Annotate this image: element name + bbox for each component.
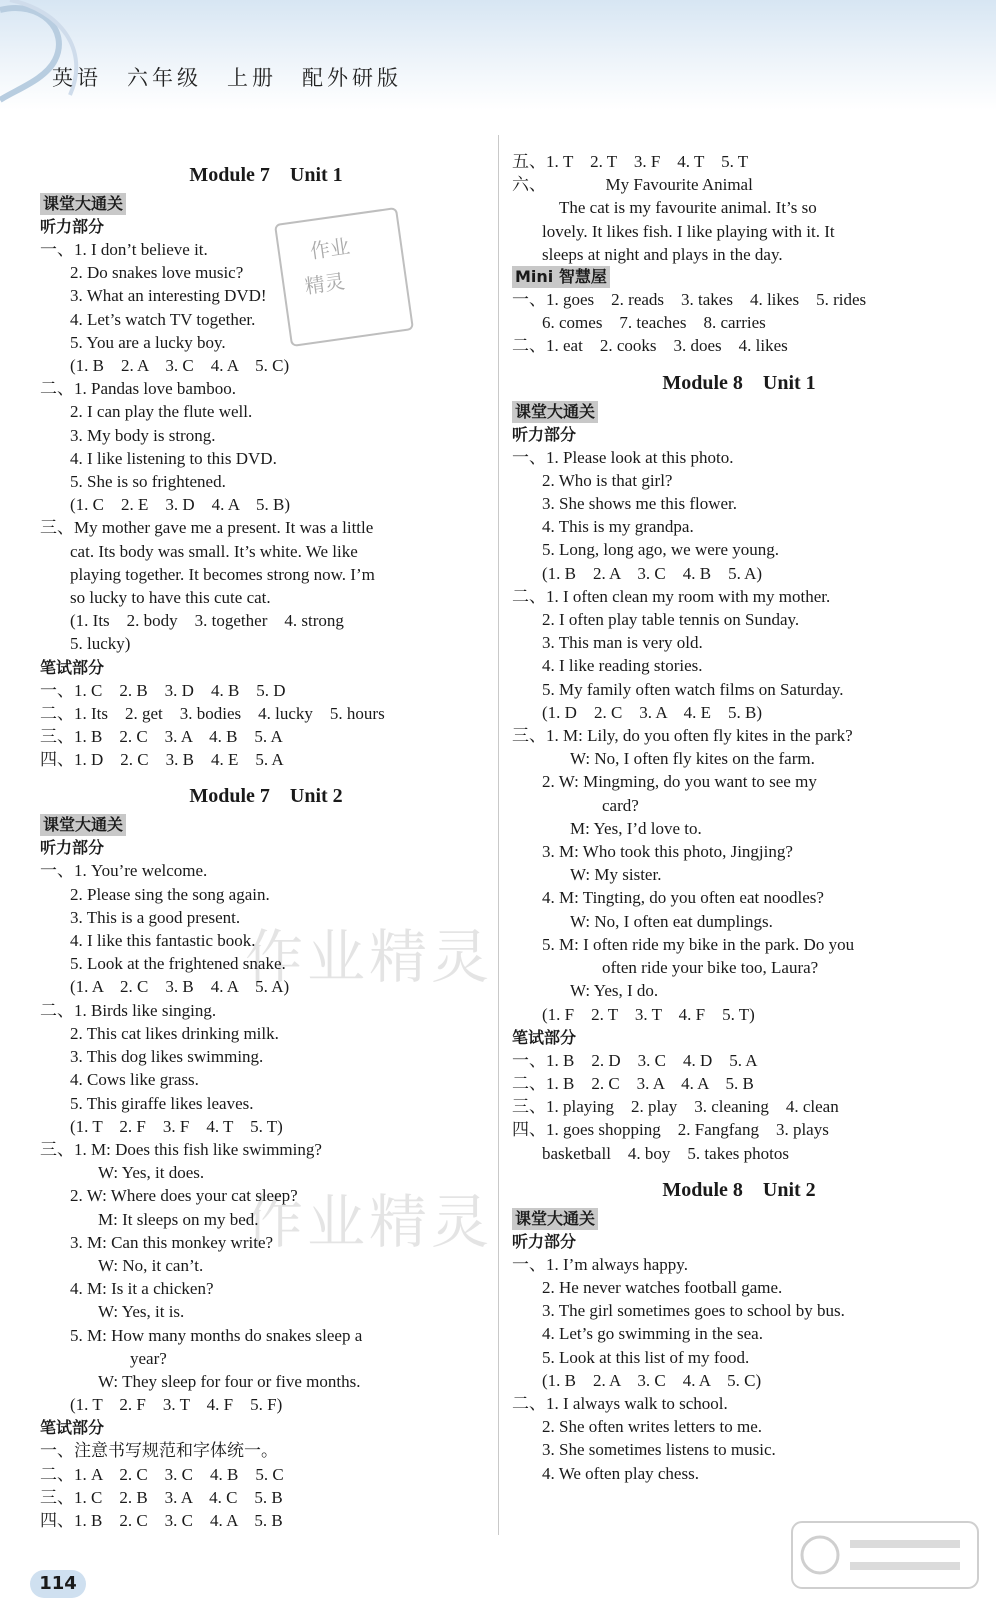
answer-line: 2. He never watches football game. [542,1277,783,1297]
answer-line: 二、1. A 2. C 3. C 4. B 5. C [40,1464,284,1484]
answer-line: lovely. It likes fish. I like playing with it. It [542,221,835,241]
answer-line: 一、1. C 2. B 3. D 4. B 5. D [40,680,286,700]
answer-line: 5. Look at the frightened snake. [70,954,286,974]
answer-line: 4. M: Tingting, do you often eat noodles? [542,888,824,908]
answer-line: 5. M: I often ride my bike in the park. Do you [542,934,855,954]
answer-line: 四、1. goes shopping 2. Fangfang 3. plays [512,1120,829,1140]
answer-line: 3. This dog likes swimming. [70,1047,264,1067]
answer-line: W: Yes, I do. [570,981,659,1001]
answer-line: W: No, it can’t. [98,1255,204,1275]
answer-line: 3. What an interesting DVD! [70,286,267,306]
answer-line: W: My sister. [570,865,662,885]
answer-line: 5. lucky) [70,634,131,654]
answer-line: 二、1. eat 2. cooks 3. does 4. likes [512,336,788,356]
section-label-row [40,814,492,836]
answer-line: 四、1. B 2. C 3. C 4. A 5. B [40,1510,283,1530]
answer-line: (1. T 2. F 3. T 4. F 5. F) [70,1395,283,1415]
answer-line: (1. Its 2. body 3. together 4. strong [70,611,344,631]
section-label: 课堂大通关 [40,193,126,215]
answer-line: 3. M: Can this monkey write? [70,1232,274,1252]
module-title: Module 7 Unit 1 [189,164,343,186]
answer-line: W: Yes, it is. [98,1302,185,1322]
module-title: Module 7 Unit 2 [189,785,343,808]
subsection-label: 听力部分 [512,1231,577,1251]
answer-line: 2. Who is that girl? [542,470,673,490]
answer-line: 一、1. B 2. D 3. C 4. D 5. A [512,1050,758,1070]
answer-line: 4. I like listening to this DVD. [70,448,277,468]
corner-logo [790,1520,980,1590]
section-label: Mini 智慧屋 [512,266,610,288]
answer-line: M: Yes, I’d love to. [570,818,702,838]
answer-line: 三、1. C 2. B 3. A 4. C 5. B [40,1487,283,1507]
answer-line: 2. She often writes letters to me. [542,1417,763,1437]
answer-line: 一、1. I don’t believe it. [40,240,208,259]
answer-line: 5. Look at this list of my food. [542,1347,750,1367]
section-label-row [512,401,966,423]
answer-line: 三、1. B 2. C 3. A 4. B 5. A [40,727,283,747]
answer-line: 2. I can play the flute well. [70,402,253,422]
answer-line: 3. The girl sometimes goes to school by bus. [542,1301,845,1321]
watermark: 作业精灵 [245,1188,494,1256]
answer-line: often ride your bike too, Laura? [602,958,819,978]
section-label: 课堂大通关 [512,401,598,423]
answer-line: 5. You are a lucky boy. [70,332,226,352]
answer-line: (1. B 2. A 3. C 4. A 5. C) [70,356,290,376]
answer-line: 5. She is so frightened. [70,472,226,492]
answer-line: 2. W: Mingming, do you want to see my [542,772,817,792]
answer-line: 2. This cat likes drinking milk. [70,1023,279,1043]
answer-line: 一、1. I’m always happy. [512,1254,688,1274]
answer-line: 4. This is my grandpa. [542,517,694,537]
answer-line: 4. We often play chess. [542,1463,699,1483]
module-title: Module 8 Unit 1 [662,371,816,394]
answer-line: W: Yes, it does. [98,1163,205,1183]
answer-line: cat. Its body was small. It’s white. We like [70,541,358,561]
answer-line: 2. Please sing the song again. [70,884,270,904]
answer-line: 2. Do snakes love music? [70,263,244,283]
answer-line: 3. This is a good present. [70,907,241,927]
answer-line: 一、1. You’re welcome. [40,861,208,881]
answer-line: 二、1. Pandas love bamboo. [40,379,236,399]
answer-line: 3. She shows me this flower. [542,494,738,514]
answer-line: 六、 My Favourite Animal [512,175,753,195]
answer-line: 4. I like this fantastic book. [70,931,256,951]
answer-line: 3. My body is strong. [70,425,216,445]
answer-line: year? [130,1348,167,1368]
answer-line: 二、1. I often clean my room with my mother. [512,586,831,606]
module-title: Module 8 Unit 2 [662,1178,816,1201]
section-label-row [512,1208,966,1230]
answer-line: 4. Let’s go swimming in the sea. [542,1324,763,1344]
book-title: 英语 六年级 上册 配外研版 [52,66,402,90]
answer-line: (1. B 2. A 3. C 4. B 5. A) [542,563,763,583]
answer-line: 4. Let’s watch TV together. [70,309,256,329]
watermark: 作业精灵 [245,923,494,991]
answer-line: 一、1. Please look at this photo. [512,447,734,467]
decorative-swirl-icon [0,0,120,110]
subsection-label: 听力部分 [40,838,105,858]
answer-line: 3. This man is very old. [542,633,703,653]
answer-line: 5. M: How many months do snakes sleep a [70,1325,363,1345]
answer-line: 4. I like reading stories. [542,656,703,676]
subsection-label: 笔试部分 [40,1418,105,1438]
answer-line: playing together. It becomes strong now. I’m [70,564,375,584]
right-column [512,150,966,1485]
answer-line: (1. D 2. C 3. A 4. E 5. B) [542,702,763,722]
answer-line: 3. She sometimes listens to music. [542,1440,776,1460]
subsection-label: 听力部分 [40,217,105,236]
answer-line: (1. C 2. E 3. D 4. A 5. B) [70,495,291,515]
answer-line: (1. T 2. F 3. F 4. T 5. T) [70,1116,283,1136]
answer-line: 一、注意书写规范和字体统一。 [40,1441,278,1461]
answer-line: 三、1. M: Lily, do you often fly kites in the park? [512,726,853,746]
answer-line: 2. W: Where does your cat sleep? [70,1186,298,1206]
answer-line: sleeps at night and plays in the day. [542,244,783,264]
answer-line: 二、1. B 2. C 3. A 4. A 5. B [512,1073,754,1093]
subsection-label: 笔试部分 [40,657,105,677]
answer-line: 四、1. D 2. C 3. B 4. E 5. A [40,750,284,770]
section-label: 课堂大通关 [40,814,126,836]
answer-line: 三、1. playing 2. play 3. cleaning 4. clean [512,1097,839,1117]
answer-line: 五、1. T 2. T 3. F 4. T 5. T [512,152,749,171]
stamp-logo: 作业 精灵 [274,207,414,347]
answer-line: 6. comes 7. teaches 8. carries [542,313,766,333]
left-column [40,150,492,1532]
answer-line: 4. M: Is it a chicken? [70,1279,214,1299]
answer-line: 4. Cows like grass. [70,1070,199,1090]
answer-line: so lucky to have this cute cat. [70,588,271,608]
section-label: 课堂大通关 [512,1208,598,1230]
answer-line: 二、1. Birds like singing. [40,1000,217,1020]
column-divider [498,135,499,1535]
answer-line: W: No, I often eat dumplings. [570,911,773,931]
subsection-label: 听力部分 [512,424,577,444]
answer-line: 二、1. I always walk to school. [512,1393,728,1413]
answer-line: 一、1. goes 2. reads 3. takes 4. likes 5. rides [512,290,867,310]
header-band [0,0,996,110]
answer-line: (1. A 2. C 3. B 4. A 5. A) [70,977,290,997]
answer-line: 2. I often play table tennis on Sunday. [542,610,800,630]
answer-line: (1. F 2. T 3. T 4. F 5. T) [542,1004,755,1024]
answer-line: W: They sleep for four or five months. [98,1371,361,1391]
answer-line: (1. B 2. A 3. C 4. A 5. C) [542,1370,762,1390]
answer-line: basketball 4. boy 5. takes photos [542,1143,789,1163]
answer-line: 3. M: Who took this photo, Jingjing? [542,842,793,862]
answer-line: card? [602,795,639,815]
page-number: 114 [30,1570,86,1598]
answer-line: 5. This giraffe likes leaves. [70,1093,254,1113]
subsection-label: 笔试部分 [512,1027,577,1047]
section-label-row [512,266,966,288]
answer-line: 5. Long, long ago, we were young. [542,540,780,560]
answer-line: 三、1. M: Does this fish like swimming? [40,1139,322,1159]
answer-line: The cat is my favourite animal. It’s so [542,198,817,218]
section-label-row [40,193,492,215]
answer-line: 5. My family often watch films on Saturday. [542,679,844,699]
answer-line: M: It sleeps on my bed. [98,1209,259,1229]
answer-line: 三、My mother gave me a present. It was a little [40,518,374,538]
answer-line: W: No, I often fly kites on the farm. [570,749,815,769]
answer-line: 二、1. Its 2. get 3. bodies 4. lucky 5. hours [40,703,385,723]
